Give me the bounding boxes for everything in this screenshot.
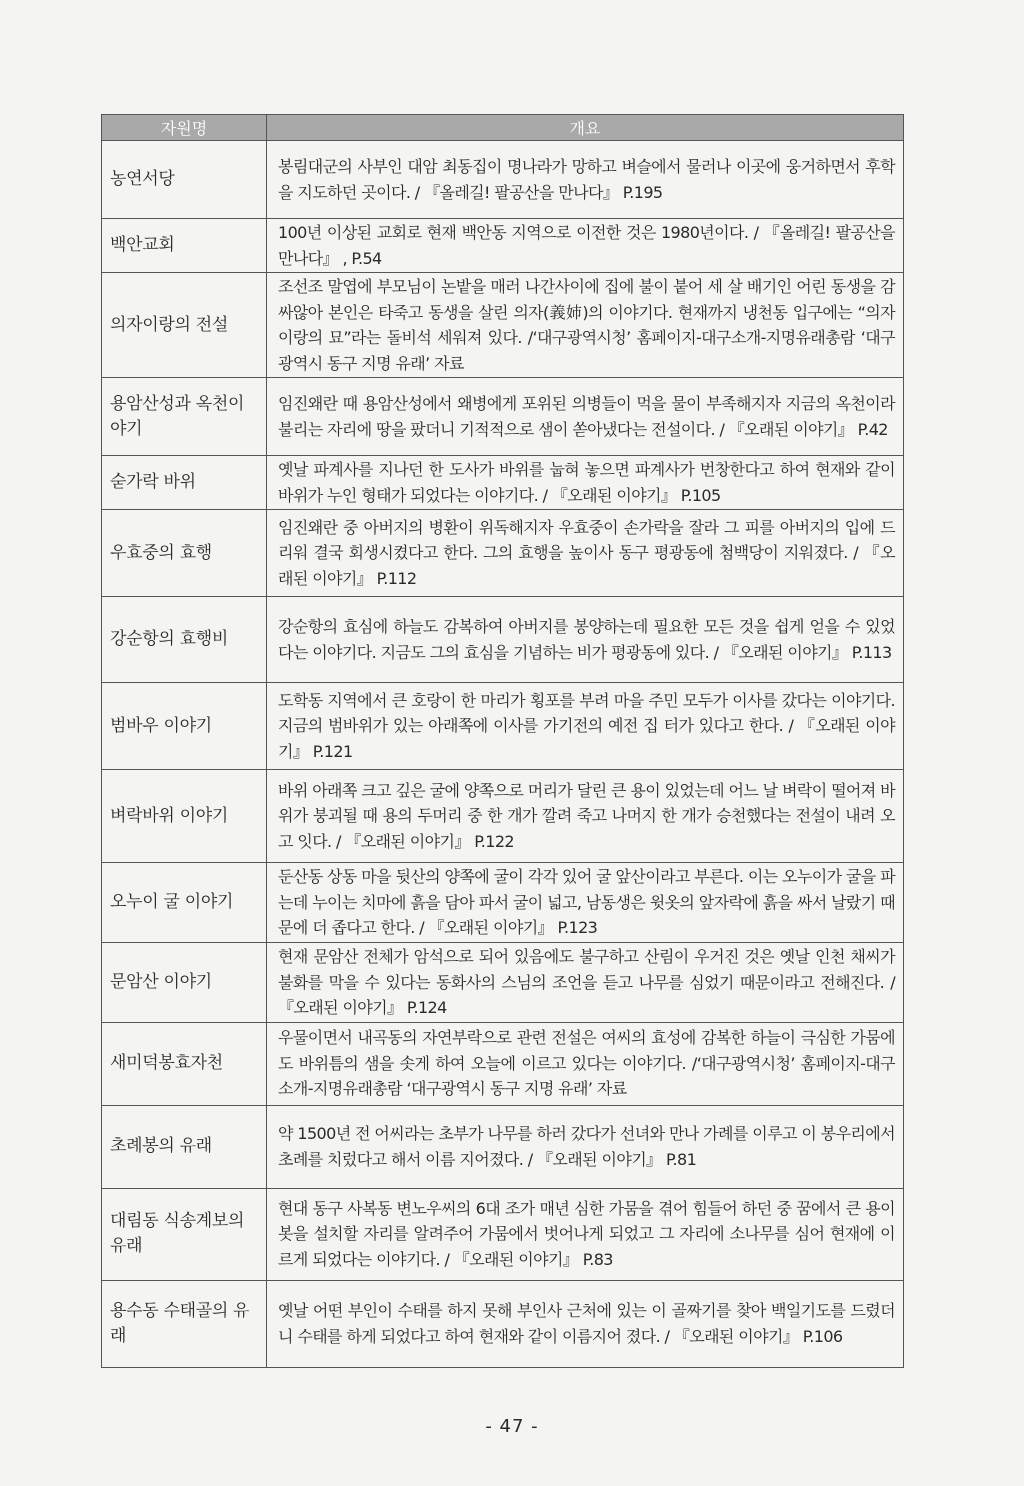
resource-name-cell: 농연서당: [102, 141, 267, 219]
page-number: - 47 -: [485, 1416, 539, 1437]
header-resource-name: 자원명: [102, 115, 267, 141]
overview-cell: 100년 이상된 교회로 현재 백안동 지역으로 이전한 것은 1980년이다. / 『올레길! 팔공산을 만나다』 , P.54: [267, 219, 904, 273]
table-row: [102, 683, 904, 770]
table-row: [102, 1280, 904, 1367]
overview-cell: 바위 아래쪽 크고 깊은 굴에 양쪽으로 머리가 달린 큰 용이 있었는데 어느 날 벼락이 떨어져 바위가 붕괴될 때 용의 두머리 중 한 개가 깔려 죽고 나머지 한 개가 승천했다는 전설이 내려 오고 잇다. / 『오래된 이야기』 P.122: [267, 770, 904, 863]
resource-name-cell: 용수동 수태골의 유래: [102, 1280, 267, 1367]
header-overview: 개요: [267, 115, 904, 141]
overview-cell: 도학동 지역에서 큰 호랑이 한 마리가 횡포를 부려 마을 주민 모두가 이사를 갔다는 이야기다. 지금의 범바위가 있는 아래쪽에 이사를 가기전의 예전 집 터가 있다고 한다. / 『오래된 이야기』 P.121: [267, 683, 904, 770]
overview-cell: 봉림대군의 사부인 대암 최동집이 명나라가 망하고 벼슬에서 물러나 이곳에 웅거하면서 후학을 지도하던 곳이다. / 『올레길! 팔공산을 만나다』 P.195: [267, 141, 904, 219]
overview-cell: 둔산동 상동 마을 뒷산의 양쪽에 굴이 각각 있어 굴 앞산이라고 부른다. 이는 오누이가 굴을 파는데 누이는 치마에 흙을 담아 파서 굴이 넓고, 남동생은 윗옷의 앞자락에 흙을 싸서 날랐기 때문에 더 좁다고 한다. / 『오래된 이야기』 P.123: [267, 863, 904, 943]
resource-name-cell: 우효중의 효행: [102, 510, 267, 597]
resource-name-cell: 숟가락 바위: [102, 456, 267, 510]
table-row: [102, 770, 904, 863]
table-body: [102, 141, 904, 1368]
table-row: [102, 219, 904, 273]
table-row: [102, 597, 904, 683]
overview-cell: 임진왜란 중 아버지의 병환이 위독해지자 우효중이 손가락을 잘라 그 피를 아버지의 입에 드리워 결국 회생시켰다고 한다. 그의 효행을 높이사 동구 평광동에 첨백당이 지워졌다. / 『오래된 이야기』 P.112: [267, 510, 904, 597]
overview-cell: 현대 동구 사복동 변노우씨의 6대 조가 매년 심한 가뭄을 겪어 힘들어 하던 중 꿈에서 큰 용이 봇을 설치할 자리를 알려주어 가뭄에서 벗어나게 되었고 그 자리에 소나무를 심어 현재에 이르게 되었다는 이야기다. / 『오래된 이야기』 P.83: [267, 1188, 904, 1280]
overview-cell: 강순항의 효심에 하늘도 감복하여 아버지를 봉양하는데 필요한 모든 것을 쉽게 얻을 수 있었다는 이야기다. 지금도 그의 효심을 기념하는 비가 평광동에 있다. / 『오래된 이야기』 P.113: [267, 597, 904, 683]
resource-name-cell: 새미덕봉효자천: [102, 1022, 267, 1105]
table-row: [102, 1022, 904, 1105]
resource-name-cell: 강순항의 효행비: [102, 597, 267, 683]
overview-cell: 임진왜란 때 용암산성에서 왜병에게 포위된 의병들이 먹을 물이 부족해지자 지금의 옥천이라 불리는 자리에 땅을 팠더니 기적적으로 샘이 쏟아냈다는 전설이다. / 『오래된 이야기』 P.42: [267, 378, 904, 456]
overview-cell: 우물이면서 내곡동의 자연부락으로 관련 전설은 여씨의 효성에 감복한 하늘이 극심한 가뭄에도 바위틈의 샘을 솟게 하여 오늘에 이르고 있다는 이야기다. /‘대구광역시청’ 홈페이지-대구소개-지명유래총람 ‘대구광역시 동구 지명 유래’ 자료: [267, 1022, 904, 1105]
table-row: [102, 943, 904, 1023]
table-row: [102, 1105, 904, 1188]
table-row: [102, 141, 904, 219]
resource-table: [101, 114, 904, 1368]
overview-cell: 현재 문암산 전체가 암석으로 되어 있음에도 불구하고 산림이 우거진 것은 옛날 인천 채씨가 불화를 막을 수 있다는 동화사의 스님의 조언을 듣고 나무를 심었기 때문이라고 전해진다. / 『오래된 이야기』 P.124: [267, 943, 904, 1023]
resource-name-cell: 문암산 이야기: [102, 943, 267, 1023]
resource-name-cell: 의자이랑의 전설: [102, 273, 267, 378]
resource-name-cell: 벼락바위 이야기: [102, 770, 267, 863]
table-header-row: [102, 115, 904, 141]
overview-cell: 조선조 말엽에 부모님이 논밭을 매러 나간사이에 집에 불이 붙어 세 살 배기인 어린 동생을 감싸않아 본인은 타죽고 동생을 살린 의자(義姉)의 이야기다. 현재까지 냉천동 입구에는 “의자이랑의 묘”라는 돌비석 세워져 있다. /‘대구광역시청’ 홈페이지-대구소개-지명유래총람 ‘대구광역시 동구 지명 유래’ 자료: [267, 273, 904, 378]
table-row: [102, 1188, 904, 1280]
resource-name-cell: 대림동 식송계보의 유래: [102, 1188, 267, 1280]
overview-cell: 약 1500년 전 어씨라는 초부가 나무를 하러 갔다가 선녀와 만나 가례를 이루고 이 봉우리에서 초례를 치렀다고 해서 이름 지어졌다. / 『오래된 이야기』 P.81: [267, 1105, 904, 1188]
table-row: [102, 510, 904, 597]
table-row: [102, 863, 904, 943]
resource-name-cell: 범바우 이야기: [102, 683, 267, 770]
table-row: [102, 273, 904, 378]
resource-name-cell: 백안교회: [102, 219, 267, 273]
table-row: [102, 456, 904, 510]
table-row: [102, 378, 904, 456]
resource-name-cell: 초례봉의 유래: [102, 1105, 267, 1188]
overview-cell: 옛날 어떤 부인이 수태를 하지 못해 부인사 근처에 있는 이 골짜기를 찾아 백일기도를 드렸더니 수태를 하게 되었다고 하여 현재와 같이 이름지어 졌다. / 『오래된 이야기』 P.106: [267, 1280, 904, 1367]
overview-cell: 옛날 파계사를 지나던 한 도사가 바위를 눕혀 놓으면 파계사가 번창한다고 하여 현재와 같이 바위가 누인 형태가 되었다는 이야기다. / 『오래된 이야기』 P.105: [267, 456, 904, 510]
resource-name-cell: 오누이 굴 이야기: [102, 863, 267, 943]
resource-name-cell: 용암산성과 옥천이야기: [102, 378, 267, 456]
